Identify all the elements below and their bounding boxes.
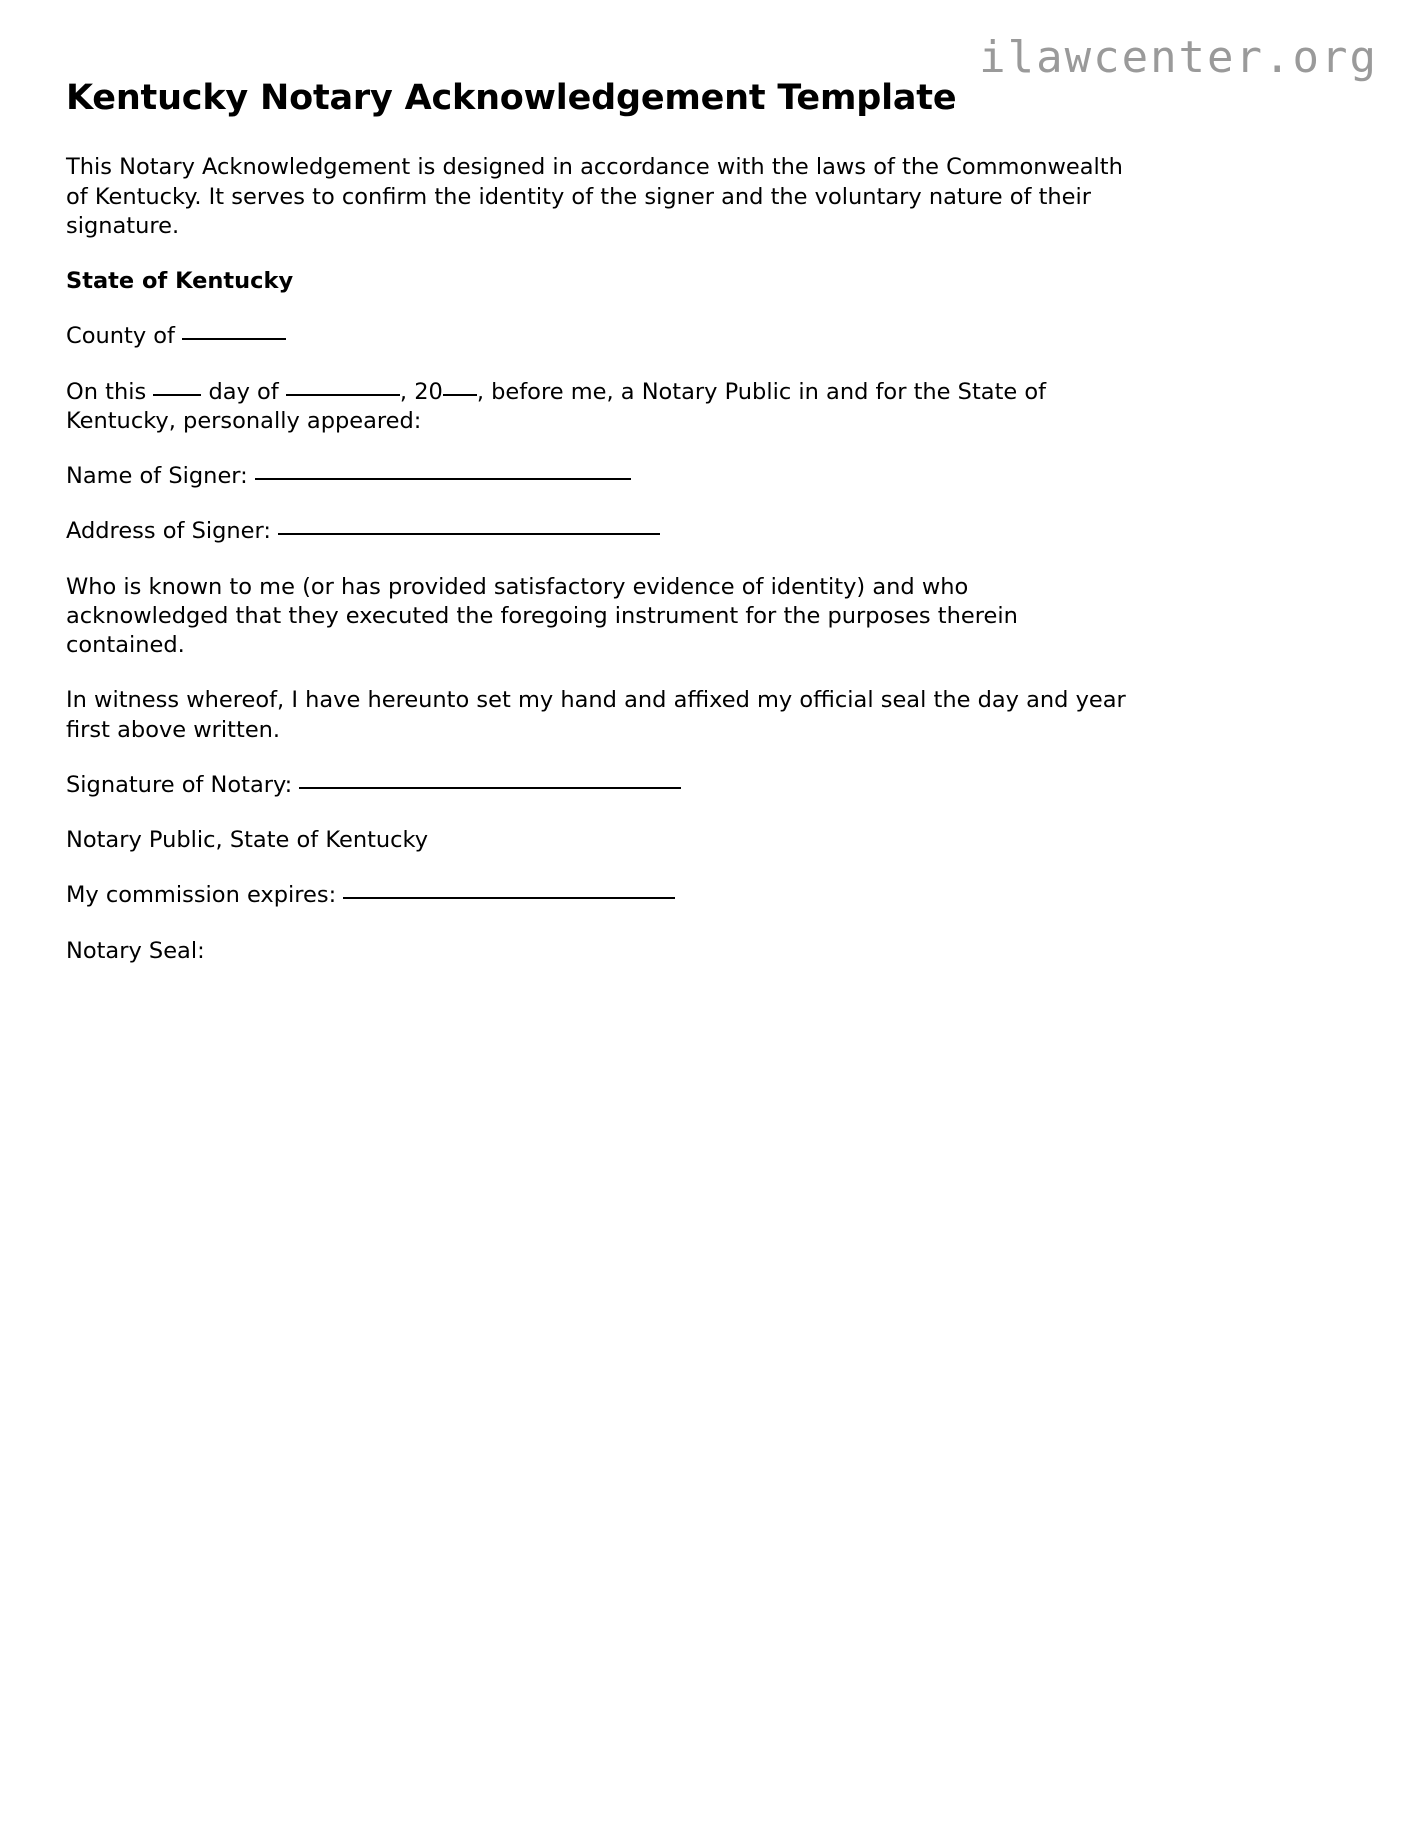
on-this-paragraph bbox=[66, 378, 1132, 437]
intro-paragraph: This Notary Acknowledgement is designed in accordance with the laws of the Commonwealth of Kentucky. It serves to confirm the identity of the signer and the voluntary nature of their signature. bbox=[66, 154, 1123, 239]
name-of-signer-blank[interactable] bbox=[255, 478, 631, 480]
witness-paragraph: In witness whereof, I have hereunto set my hand and affixed my official seal the day and year first above written. bbox=[66, 687, 1126, 743]
seal-area bbox=[66, 992, 1132, 993]
month-blank[interactable] bbox=[286, 394, 400, 396]
address-of-signer-blank[interactable] bbox=[278, 533, 660, 535]
on-this-mid2: , 20 bbox=[399, 378, 443, 405]
county-label: County of bbox=[66, 323, 175, 350]
address-of-signer-label: Address of Signer: bbox=[66, 518, 271, 545]
county-blank[interactable] bbox=[182, 338, 286, 340]
known-paragraph: Who is known to me (or has provided satisfactory evidence of identity) and who acknowledged that they executed the foregoing instrument for the purposes therein contained. bbox=[66, 573, 1018, 659]
signature-of-notary-blank[interactable] bbox=[299, 787, 681, 789]
page-title: Kentucky Notary Acknowledgement Template bbox=[66, 78, 957, 118]
year-blank[interactable] bbox=[443, 394, 477, 396]
day-blank[interactable] bbox=[153, 394, 201, 396]
signature-of-notary-label: Signature of Notary: bbox=[66, 771, 293, 798]
commission-expires-line bbox=[66, 881, 1132, 910]
name-of-signer-label: Name of Signer: bbox=[66, 463, 248, 490]
on-this-suffix: , before me, a Notary Public in and for the State of Kentucky, personally appeared: bbox=[66, 378, 1047, 434]
signature-of-notary-line bbox=[66, 771, 1132, 800]
notary-public-state-line: Notary Public, State of Kentucky bbox=[66, 827, 429, 854]
state-heading: State of Kentucky bbox=[66, 268, 294, 295]
on-this-prefix: On this bbox=[66, 378, 147, 405]
document-body bbox=[66, 78, 1132, 993]
name-of-signer-line bbox=[66, 462, 1132, 491]
address-of-signer-line bbox=[66, 517, 1132, 546]
site-watermark: ilawcenter.org bbox=[979, 32, 1378, 83]
commission-expires-label: My commission expires: bbox=[66, 882, 337, 909]
county-line bbox=[66, 322, 1132, 351]
notary-seal-label: Notary Seal: bbox=[66, 937, 205, 964]
commission-expires-blank[interactable] bbox=[343, 897, 675, 899]
on-this-mid1: day of bbox=[208, 378, 279, 405]
